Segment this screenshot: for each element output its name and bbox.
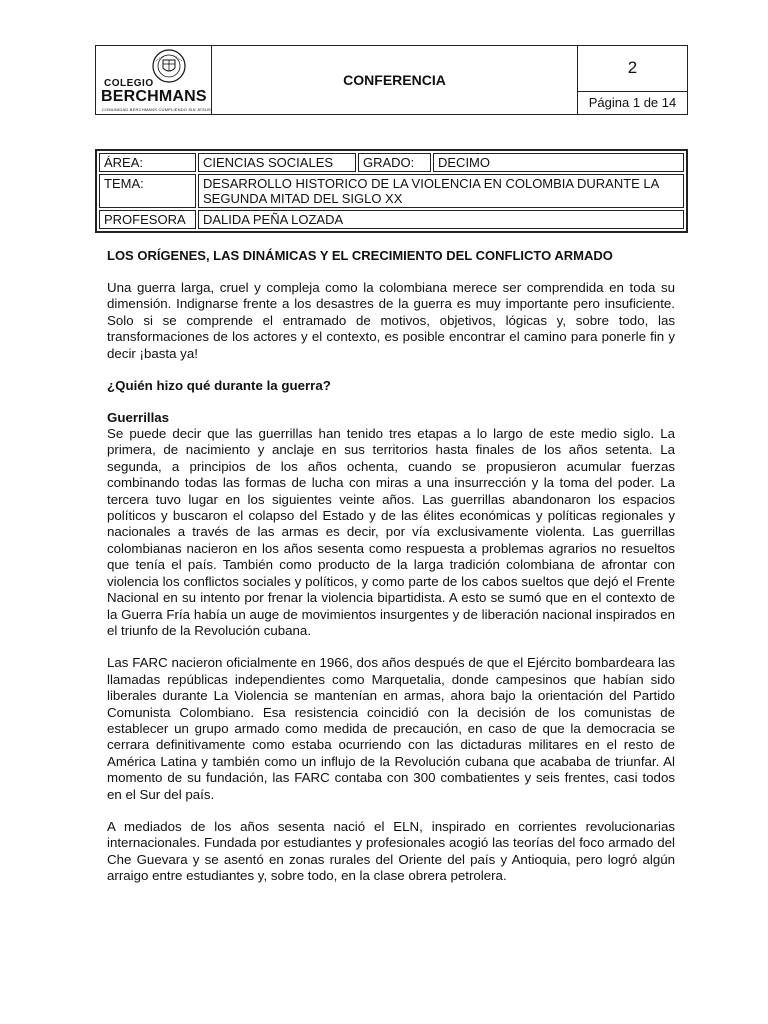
tema-row bbox=[99, 174, 684, 208]
logo-tagline: COMUNIDAD BERCHMANS CUMPLIENDO SIN JESUS bbox=[102, 107, 211, 112]
logo-word-berchmans: BERCHMANS bbox=[101, 88, 207, 105]
logo-word-colegio: COLEGIO bbox=[104, 78, 154, 89]
body-paragraph: Se puede decir que las guerrillas han tenido tres etapas a lo largo de este medio siglo. La primera, de nacimiento y anclaje en sus territorios hasta finales de los años setenta. La segunda, a principios de los años ochenta, cuando se propusieron acumular fuerzas combinando todas las formas de lucha con miras a una insurrección y la toma del poder. La tercera tuvo lugar en los siguientes veinte años. Las guerrillas abandonaron los espacios políticos y buscaron el colapso del Estado y de las élites económicas y políticas regionales y nacionales a través de las armas es decir, por vía exclusivamente violenta. Las guerrillas colombianas nacieron en los años sesenta como respuesta a problemas agrarios no resueltos que tenía el país. También como producto de la larga tradición colombiana de afrontar con violencia los conflictos sociales y políticos, y como parte de los cabos sueltos que dejó el Frente Nacional en su intento por frenar la violencia bipartidista. A esto se sumó que en el contexto de la Guerra Fría había un auge de movimientos insurgentes y de liberación nacional inspirados en el triunfo de la Revolución cubana. bbox=[107, 426, 675, 638]
school-crest-icon bbox=[152, 49, 186, 83]
area-label: ÁREA: bbox=[99, 153, 196, 172]
intro-paragraph: Una guerra larga, cruel y compleja como la colombiana merece ser comprendida en toda su dimensión. Indignarse frente a los desastres de la guerra es muy importante pero insuficiente. Solo si se comprende el entramado de motivos, objetivos, lógicas y, sobre todo, las transformaciones de los actores y el contexto, es posible encontrar el camino para ponerle fin y decir ¡basta ya! bbox=[107, 280, 675, 361]
profesora-label: PROFESORA bbox=[99, 210, 196, 229]
profesora-row bbox=[99, 210, 684, 229]
body-paragraph: Las FARC nacieron oficialmente en 1966, dos años después de que el Ejército bombardeara las llamadas repúblicas independientes como Marquetalia, donde campesinos que habían sido liberales durante La Violencia se mantenían en armas, ahora bajo la orientación del Partido Comunista Colombiano. Esa resistencia coincidió con la decisión de los comunistas de establecer un grupo armado como medida de precaución, en caso de que la democracia se cerrara definitivamente como estaba ocurriendo con las dictaduras militares en el resto de América Latina y también como un influjo de la Revolución cubana que acababa de triunfar. Al momento de su fundación, las FARC contaba con 300 combatientes y seis frentes, casi todos en el Sur del país. bbox=[107, 655, 675, 802]
tema-value: DESARROLLO HISTORICO DE LA VIOLENCIA EN COLOMBIA DURANTE LA SEGUNDA MITAD DEL SIGLO XX bbox=[198, 174, 684, 208]
section-heading: LOS ORÍGENES, LAS DINÁMICAS Y EL CRECIMIENTO DEL CONFLICTO ARMADO bbox=[107, 248, 613, 263]
school-logo bbox=[96, 46, 211, 114]
logo-cell bbox=[96, 46, 212, 115]
area-value: CIENCIAS SOCIALES bbox=[198, 153, 356, 172]
guerrillas-subheading: Guerrillas bbox=[107, 410, 170, 426]
document-number: 2 bbox=[578, 46, 688, 92]
tema-label: TEMA: bbox=[99, 174, 196, 208]
course-info-table bbox=[95, 149, 688, 233]
grado-label: GRADO: bbox=[358, 153, 431, 172]
document-body bbox=[107, 248, 675, 901]
document-header bbox=[95, 45, 688, 115]
question-heading: ¿Quién hizo qué durante la guerra? bbox=[107, 378, 331, 394]
profesora-value: DALIDA PEÑA LOZADA bbox=[198, 210, 684, 229]
document-title: CONFERENCIA bbox=[212, 46, 578, 115]
grado-value: DECIMO bbox=[433, 153, 684, 172]
body-paragraph: A mediados de los años sesenta nació el ELN, inspirado en corrientes revolucionarias internacionales. Fundada por estudiantes y profesionales acogió las teorías del foco armado del Che Guevara y se asentó en zonas rurales del Oriente del país y Antioquia, pero logró algún arraigo entre estudiantes y, sobre todo, en la clase obrera petrolera. bbox=[107, 818, 675, 884]
page-indicator: Página 1 de 14 bbox=[578, 91, 688, 114]
area-row bbox=[99, 153, 684, 172]
